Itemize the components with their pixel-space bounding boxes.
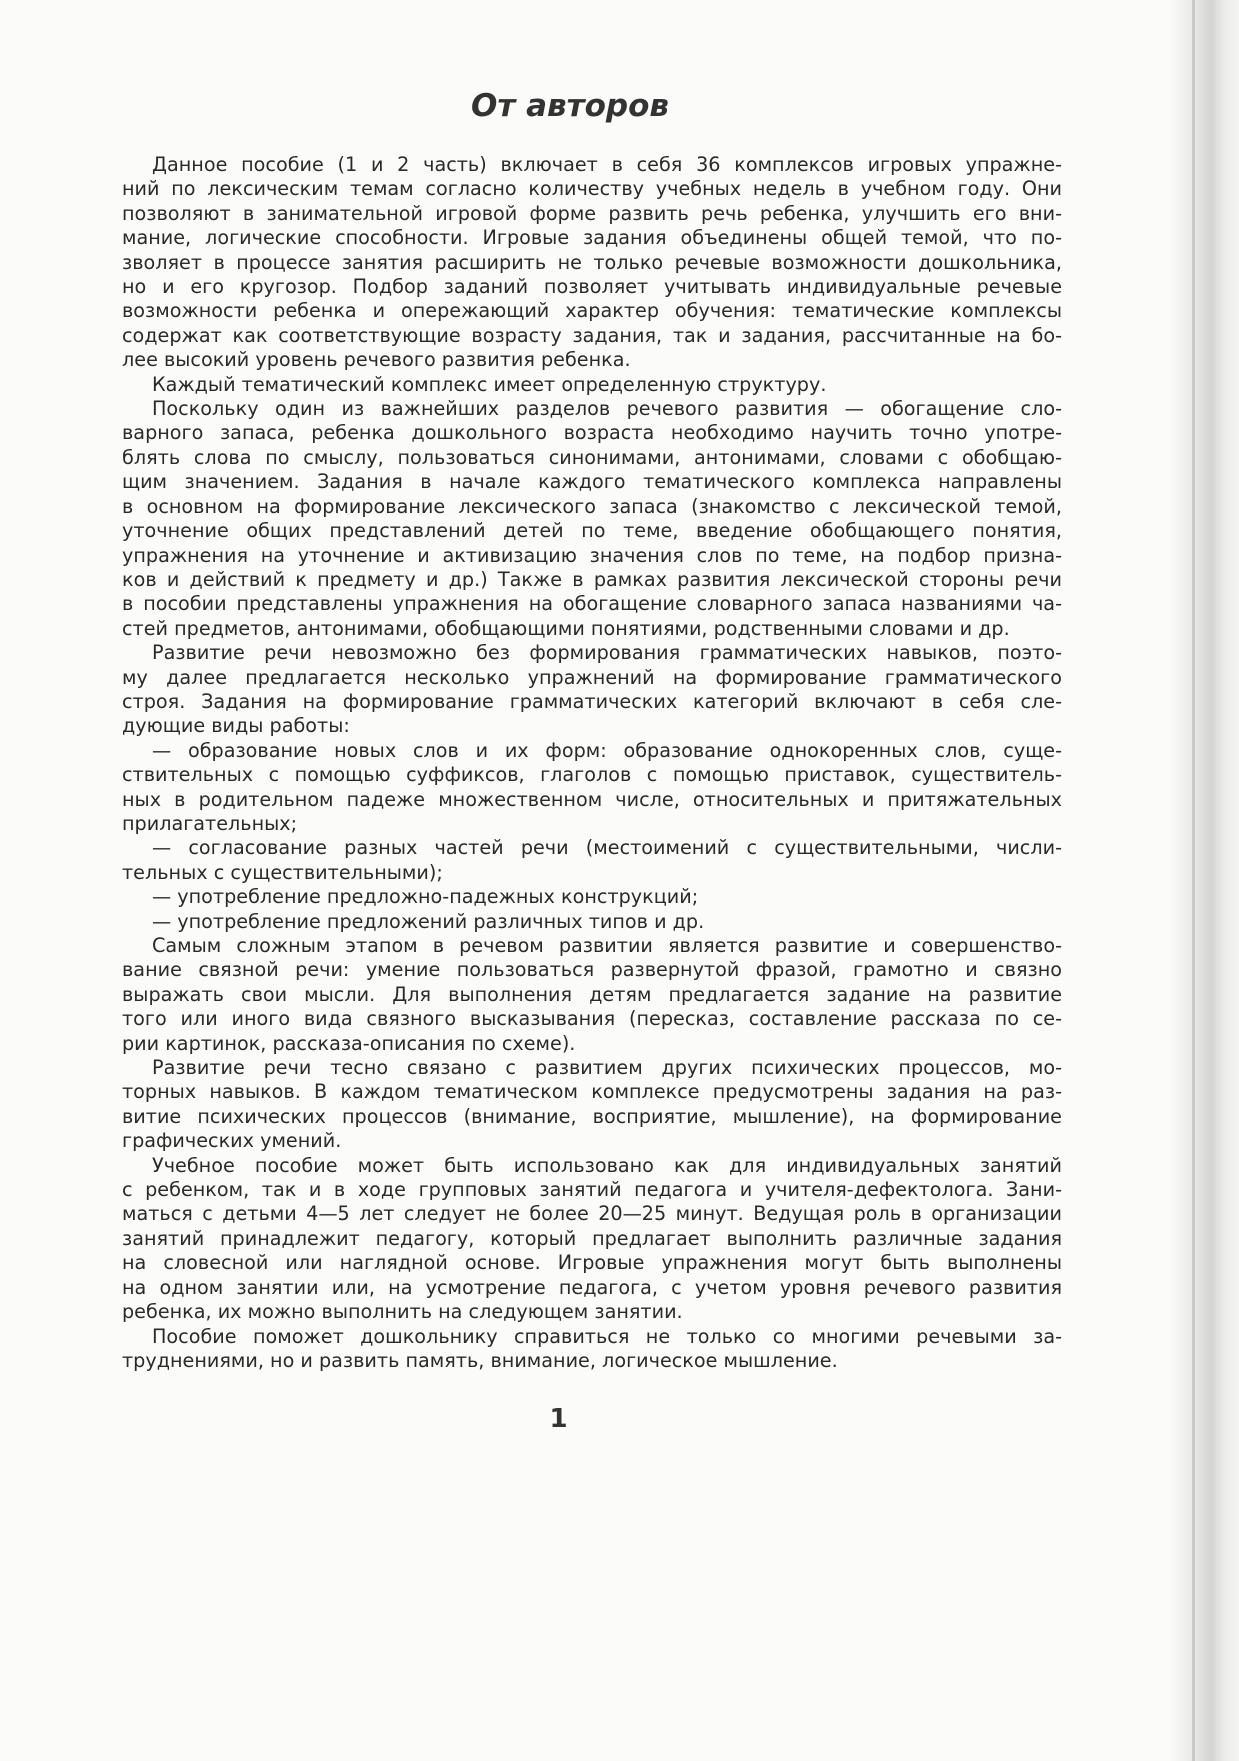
- text-line: ных в родительном падеже множественном числе, относительных и притяжательных: [122, 787, 1062, 811]
- paragraph: [122, 934, 1062, 1056]
- text-line: Учебное пособие может быть использовано как для индивидуальных занятий: [152, 1153, 1062, 1177]
- paragraph: [122, 641, 1062, 739]
- text-line: строя. Задания на формирование грамматических категорий включают в себя сле-: [122, 689, 1062, 713]
- page-title: От авторов: [470, 88, 670, 124]
- text-line: Развитие речи невозможно без формирования грамматических навыков, поэто-: [152, 641, 1062, 665]
- text-line: ний по лексическим темам согласно количеству учебных недель в учебном году. Они: [122, 177, 1062, 201]
- text-line: Развитие речи тесно связано с развитием других психических процессов, мо-: [152, 1056, 1062, 1080]
- text-line: витие психических процессов (внимание, восприятие, мышление), на формирование: [122, 1104, 1062, 1128]
- text-line: вание связной речи: умение пользоваться развернутой фразой, грамотно и связно: [122, 958, 1062, 982]
- text-line: содержат как соответствующие возрасту задания, так и задания, рассчитанные на бо-: [122, 323, 1062, 347]
- text-line: Поскольку один из важнейших разделов речевого развития — обогащение сло-: [152, 397, 1062, 421]
- text-line: тельных с существительными);: [122, 860, 443, 884]
- text-line: на словесной или наглядной основе. Игровые упражнения могут быть выполнены: [122, 1251, 1062, 1275]
- text-line: труднениями, но и развить память, внимание, логическое мышление.: [122, 1348, 838, 1372]
- text-line: — согласование разных частей речи (местоимений с существительными, числи-: [152, 836, 1062, 860]
- text-line: выражать свои мысли. Для выполнения детям предлагается задание на развитие: [122, 982, 1062, 1006]
- text-line: торных навыков. В каждом тематическом комплексе предусмотрены задания на раз-: [122, 1080, 1062, 1104]
- paragraph: [122, 885, 1062, 909]
- text-line: Данное пособие (1 и 2 часть) включает в себя 36 комплексов игровых упражне-: [152, 153, 1062, 176]
- text-line: в пособии представлены упражнения на обогащение словарного запаса названиями ча-: [122, 592, 1062, 616]
- paragraph: [122, 397, 1062, 641]
- text-line: ребенка, их можно выполнить на следующем занятии.: [122, 1300, 683, 1324]
- text-line: уточнение общих представлений детей по теме, введение обобщающего понятия,: [122, 519, 1062, 543]
- text-line: рии картинок, рассказа-описания по схеме).: [122, 1031, 576, 1055]
- paragraph: [122, 1154, 1062, 1325]
- text-line: зволяет в процессе занятия расширить не только речевые возможности дошкольника,: [122, 250, 1062, 274]
- text-line: — употребление предложений различных типов и др.: [152, 909, 705, 933]
- text-line: позволяют в занимательной игровой форме развить речь ребенка, улучшить его вни-: [122, 201, 1062, 225]
- body-text: [122, 153, 1062, 1373]
- paragraph: [122, 1056, 1062, 1154]
- scan-edge-line: [1192, 0, 1195, 1761]
- text-line: занятий принадлежит педагогу, который предлагает выполнить различные задания: [122, 1226, 1062, 1250]
- text-line: варного запаса, ребенка дошкольного возраста необходимо научить точно употре-: [122, 421, 1062, 445]
- text-line: щим значением. Задания в начале каждого тематического комплекса направлены: [122, 470, 1062, 494]
- text-line: дующие виды работы:: [122, 714, 350, 738]
- paragraph: [122, 836, 1062, 885]
- paragraph: [122, 1325, 1062, 1374]
- text-line: маться с детьми 4—5 лет следует не более 20—25 минут. Ведущая роль в организации: [122, 1202, 1062, 1226]
- text-line: Пособие поможет дошкольнику справиться не только со многими речевыми за-: [152, 1324, 1062, 1348]
- paragraph: [122, 373, 1062, 397]
- paragraph: [122, 739, 1062, 837]
- text-line: Самым сложным этапом в речевом развитии является развитие и совершенство-: [152, 934, 1062, 957]
- text-line: прилагательных;: [122, 811, 298, 835]
- text-line: Каждый тематический комплекс имеет определенную структуру.: [152, 372, 827, 396]
- text-line: в основном на формирование лексического запаса (знакомство с лексической темой,: [122, 494, 1062, 518]
- text-line: того или иного вида связного высказывания (пересказ, составление рассказа по се-: [122, 1007, 1062, 1031]
- text-line: на одном занятии или, на усмотрение педагога, с учетом уровня речевого развития: [122, 1275, 1062, 1299]
- paragraph: [122, 153, 1062, 373]
- text-line: му далее предлагается несколько упражнений на формирование грамматического: [122, 665, 1062, 689]
- scan-page-edge: [1169, 0, 1239, 1761]
- text-line: — употребление предложно-падежных конструкций;: [152, 885, 699, 909]
- text-line: лее высокий уровень речевого развития ребенка.: [122, 348, 631, 372]
- text-line: упражнения на уточнение и активизацию значения слов по теме, на подбор призна-: [122, 543, 1062, 567]
- text-line: возможности ребенка и опережающий характер обучения: тематические комплексы: [122, 299, 1062, 323]
- text-line: но и его кругозор. Подбор заданий позволяет учитывать индивидуальные речевые: [122, 275, 1062, 299]
- text-line: стей предметов, антонимами, обобщающими понятиями, родственными словами и др.: [122, 616, 1010, 640]
- text-line: мание, логические способности. Игровые задания объединены общей темой, что по-: [122, 226, 1062, 250]
- text-line: ствительных с помощью суффиксов, глаголов с помощью приставок, существитель-: [122, 763, 1062, 787]
- text-line: графических умений.: [122, 1129, 342, 1153]
- text-line: — образование новых слов и их форм: образование однокоренных слов, суще-: [152, 738, 1062, 762]
- page-number: 1: [549, 1404, 568, 1434]
- text-line: блять слова по смыслу, пользоваться синонимами, антонимами, словами с обобщаю-: [122, 445, 1062, 469]
- paragraph: [122, 910, 1062, 934]
- text-line: с ребенком, так и в ходе групповых занятий педагога и учителя-дефектолога. Зани-: [122, 1178, 1062, 1202]
- text-line: ков и действий к предмету и др.) Также в рамках развития лексической стороны речи: [122, 567, 1062, 591]
